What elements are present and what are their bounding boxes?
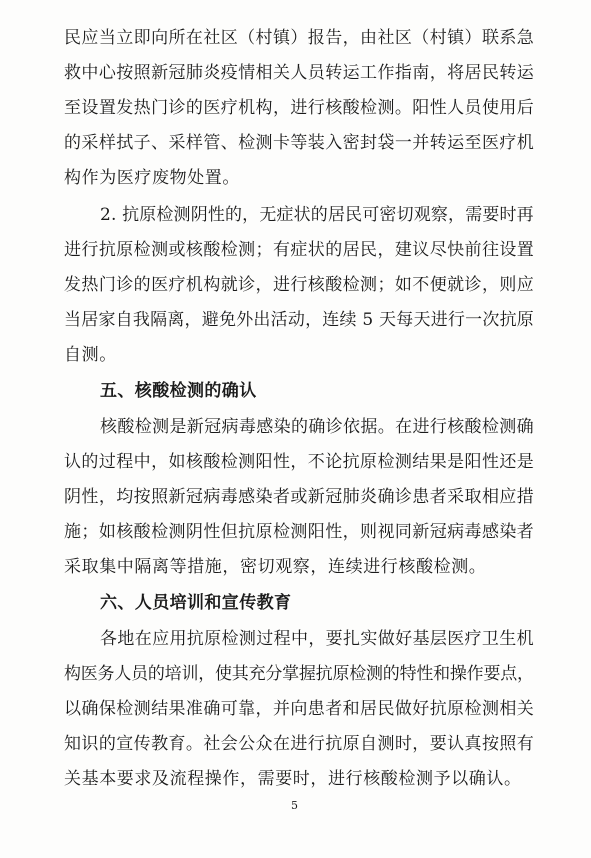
page-number: 5 (291, 799, 298, 812)
paragraph-line: 救中心按照新冠肺炎疫情相关人员转运工作指南，将居民转运 (64, 63, 535, 83)
paragraph-line: 自测。 (64, 345, 117, 365)
paragraph-line: 以确保检测结果准确可靠，并向患者和居民做好抗原检测相关 (64, 699, 535, 719)
paragraph-line: 构医务人员的培训，使其充分掌握抗原检测的特性和操作要点， (64, 664, 534, 684)
paragraph-line: 的采样拭子、采样管、检测卡等装入密封袋一并转运至医疗机 (64, 133, 535, 153)
paragraph-line: 进行抗原检测或核酸检测；有症状的居民，建议尽快前往设置 (64, 240, 535, 260)
paragraph-line: 发热门诊的医疗机构就诊，进行核酸检测；如不便就诊，则应 (64, 275, 535, 295)
paragraph-line: 各地在应用抗原检测过程中，要扎实做好基层医疗卫生机 (100, 629, 534, 649)
paragraph-line: 民应当立即向所在社区（村镇）报告，由社区（村镇）联系急 (64, 28, 535, 48)
paragraph-line: 知识的宣传教育。社会公众在进行抗原自测时，要认真按照有 (64, 734, 535, 754)
paragraph-line: 认的过程中，如核酸检测阳性，不论抗原检测结果是阳性还是 (64, 452, 535, 472)
section-heading: 五、核酸检测的确认 (100, 381, 257, 401)
paragraph-line: 采取集中隔离等措施，密切观察，连续进行核酸检测。 (64, 557, 487, 577)
paragraph-line: 关基本要求及流程操作，需要时，进行核酸检测予以确认。 (64, 769, 522, 789)
paragraph-line: 当居家自我隔离，避免外出活动，连续 5 天每天进行一次抗原 (64, 310, 535, 330)
section-heading: 六、人员培训和宣传教育 (100, 593, 292, 613)
paragraph-line: 阴性，均按照新冠病毒感染者或新冠肺炎确诊患者采取相应措 (64, 487, 535, 507)
paragraph-line: 核酸检测是新冠病毒感染的确诊依据。在进行核酸检测确 (100, 417, 534, 437)
paragraph-line: 至设置发热门诊的医疗机构，进行核酸检测。阳性人员使用后 (64, 98, 535, 118)
paragraph-line: 施；如核酸检测阴性但抗原检测阳性，则视同新冠病毒感染者 (64, 522, 535, 542)
paragraph-line: 2. 抗原检测阴性的，无症状的居民可密切观察，需要时再 (100, 205, 534, 225)
paragraph-line: 构作为医疗废物处置。 (64, 168, 240, 188)
